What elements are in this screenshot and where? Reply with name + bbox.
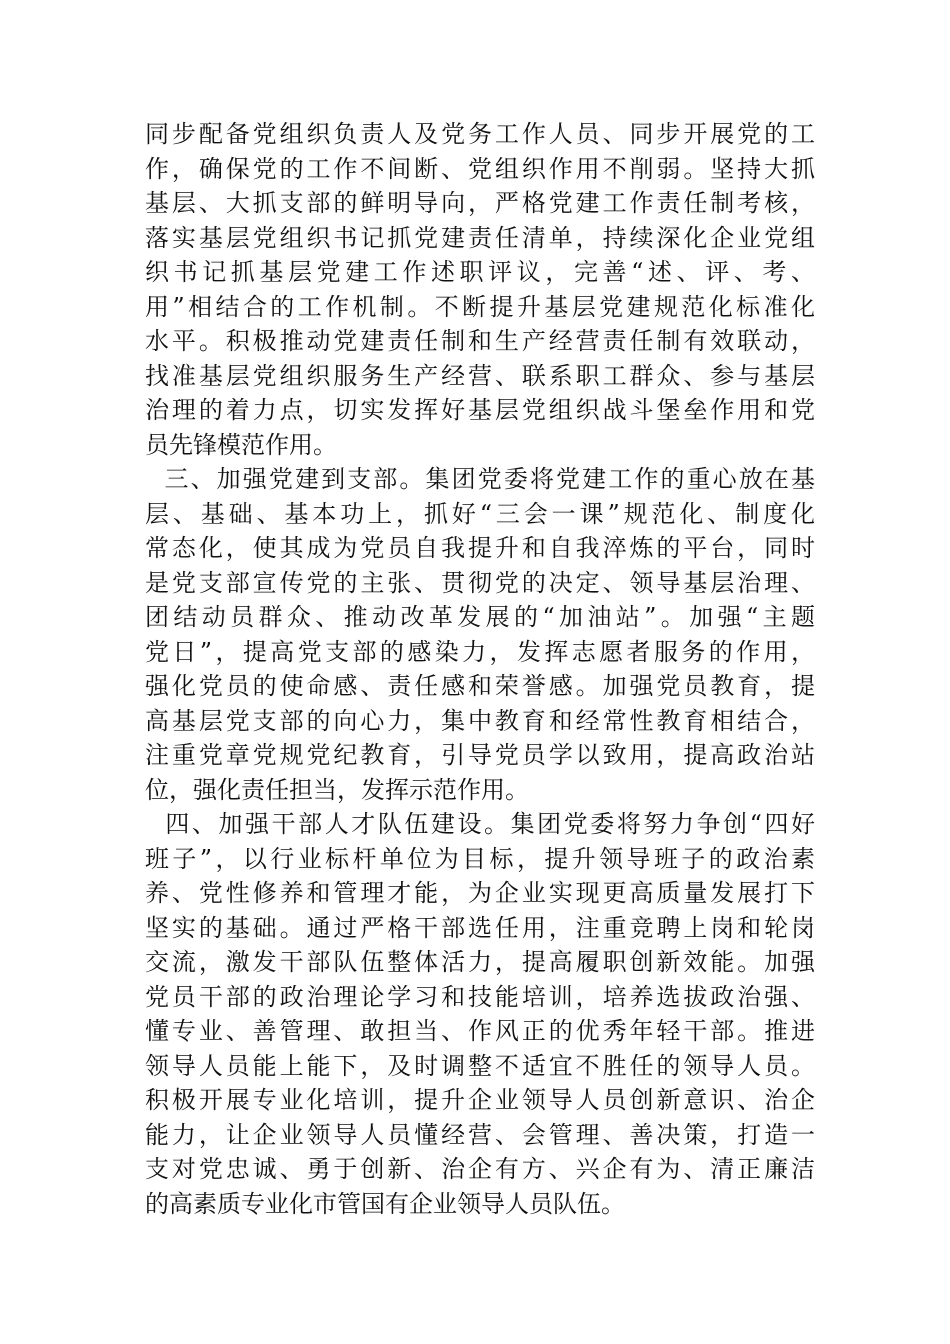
text-line: 团结动员群众、推动改革发展的“加油站”。加强“主题 [145, 603, 815, 631]
text-line: 落实基层党组织书记抓党建责任清单，持续深化企业党组 [145, 223, 815, 252]
text-line: 找准基层党组织服务生产经营、联系职工群众、参与基层 [145, 361, 815, 390]
text-line: 养、党性修养和管理才能，为企业实现更高质量发展打下 [145, 879, 815, 907]
text-line: 的高素质专业化市管国有企业领导人员队伍。 [145, 1189, 625, 1218]
text-line: 能力，让企业领导人员懂经营、会管理、善决策，打造一 [145, 1120, 815, 1149]
text-line: 懂专业、善管理、敢担当、作风正的优秀年轻干部。推进 [145, 1017, 815, 1045]
text-line: 支对党忠诚、勇于创新、治企有方、兴企有为、清正廉洁 [145, 1155, 815, 1183]
text-line: 坚实的基础。通过严格干部选任用，注重竞聘上岗和轮岗 [145, 913, 815, 942]
text-line: 常态化，使其成为党员自我提升和自我淬炼的平台，同时 [145, 534, 815, 562]
text-line: 用”相结合的工作机制。不断提升基层党建规范化标准化 [145, 292, 815, 321]
text-line: 领导人员能上能下，及时调整不适宜不胜任的领导人员。 [145, 1051, 815, 1080]
text-line: 作，确保党的工作不间断、党组织作用不削弱。坚持大抓 [145, 154, 815, 183]
text-line: 党员干部的政治理论学习和技能培训，培养选拔政治强、 [145, 982, 815, 1011]
text-line: 党日”，提高党支部的感染力，发挥志愿者服务的作用， [145, 637, 815, 666]
text-line: 四、加强干部人才队伍建设。集团党委将努力争创“四好 [145, 810, 815, 838]
text-line: 三、加强党建到支部。集团党委将党建工作的重心放在基 [145, 465, 815, 493]
text-line: 积极开展专业化培训，提升企业领导人员创新意识、治企 [145, 1086, 815, 1114]
paragraph-2 [145, 462, 815, 807]
text-line: 高基层党支部的向心力，集中教育和经常性教育相结合， [145, 706, 815, 735]
text-line: 层、基础、基本功上，抓好“三会一课”规范化、制度化 [145, 499, 815, 528]
text-line: 员先锋模范作用。 [145, 430, 337, 459]
paragraph-3 [145, 807, 815, 1221]
text-line: 织书记抓基层党建工作述职评议，完善“述、评、考、 [145, 258, 815, 286]
document-body [145, 117, 815, 1221]
text-line: 同步配备党组织负责人及党务工作人员、同步开展党的工 [145, 120, 815, 148]
text-line: 位，强化责任担当，发挥示范作用。 [145, 775, 529, 804]
text-line: 是党支部宣传党的主张、贯彻党的决定、领导基层治理、 [145, 568, 815, 597]
text-line: 强化党员的使命感、责任感和荣誉感。加强党员教育，提 [145, 672, 815, 700]
text-line: 班子”，以行业标杆单位为目标，提升领导班子的政治素 [145, 844, 815, 873]
text-line: 基层、大抓支部的鲜明导向，严格党建工作责任制考核， [145, 189, 815, 217]
text-line: 注重党章党规党纪教育，引导党员学以致用，提高政治站 [145, 741, 815, 769]
text-line: 交流，激发干部队伍整体活力，提高履职创新效能。加强 [145, 948, 815, 976]
paragraph-1 [145, 117, 815, 462]
text-line: 治理的着力点，切实发挥好基层党组织战斗堡垒作用和党 [145, 396, 815, 424]
text-line: 水平。积极推动党建责任制和生产经营责任制有效联动， [145, 327, 815, 355]
